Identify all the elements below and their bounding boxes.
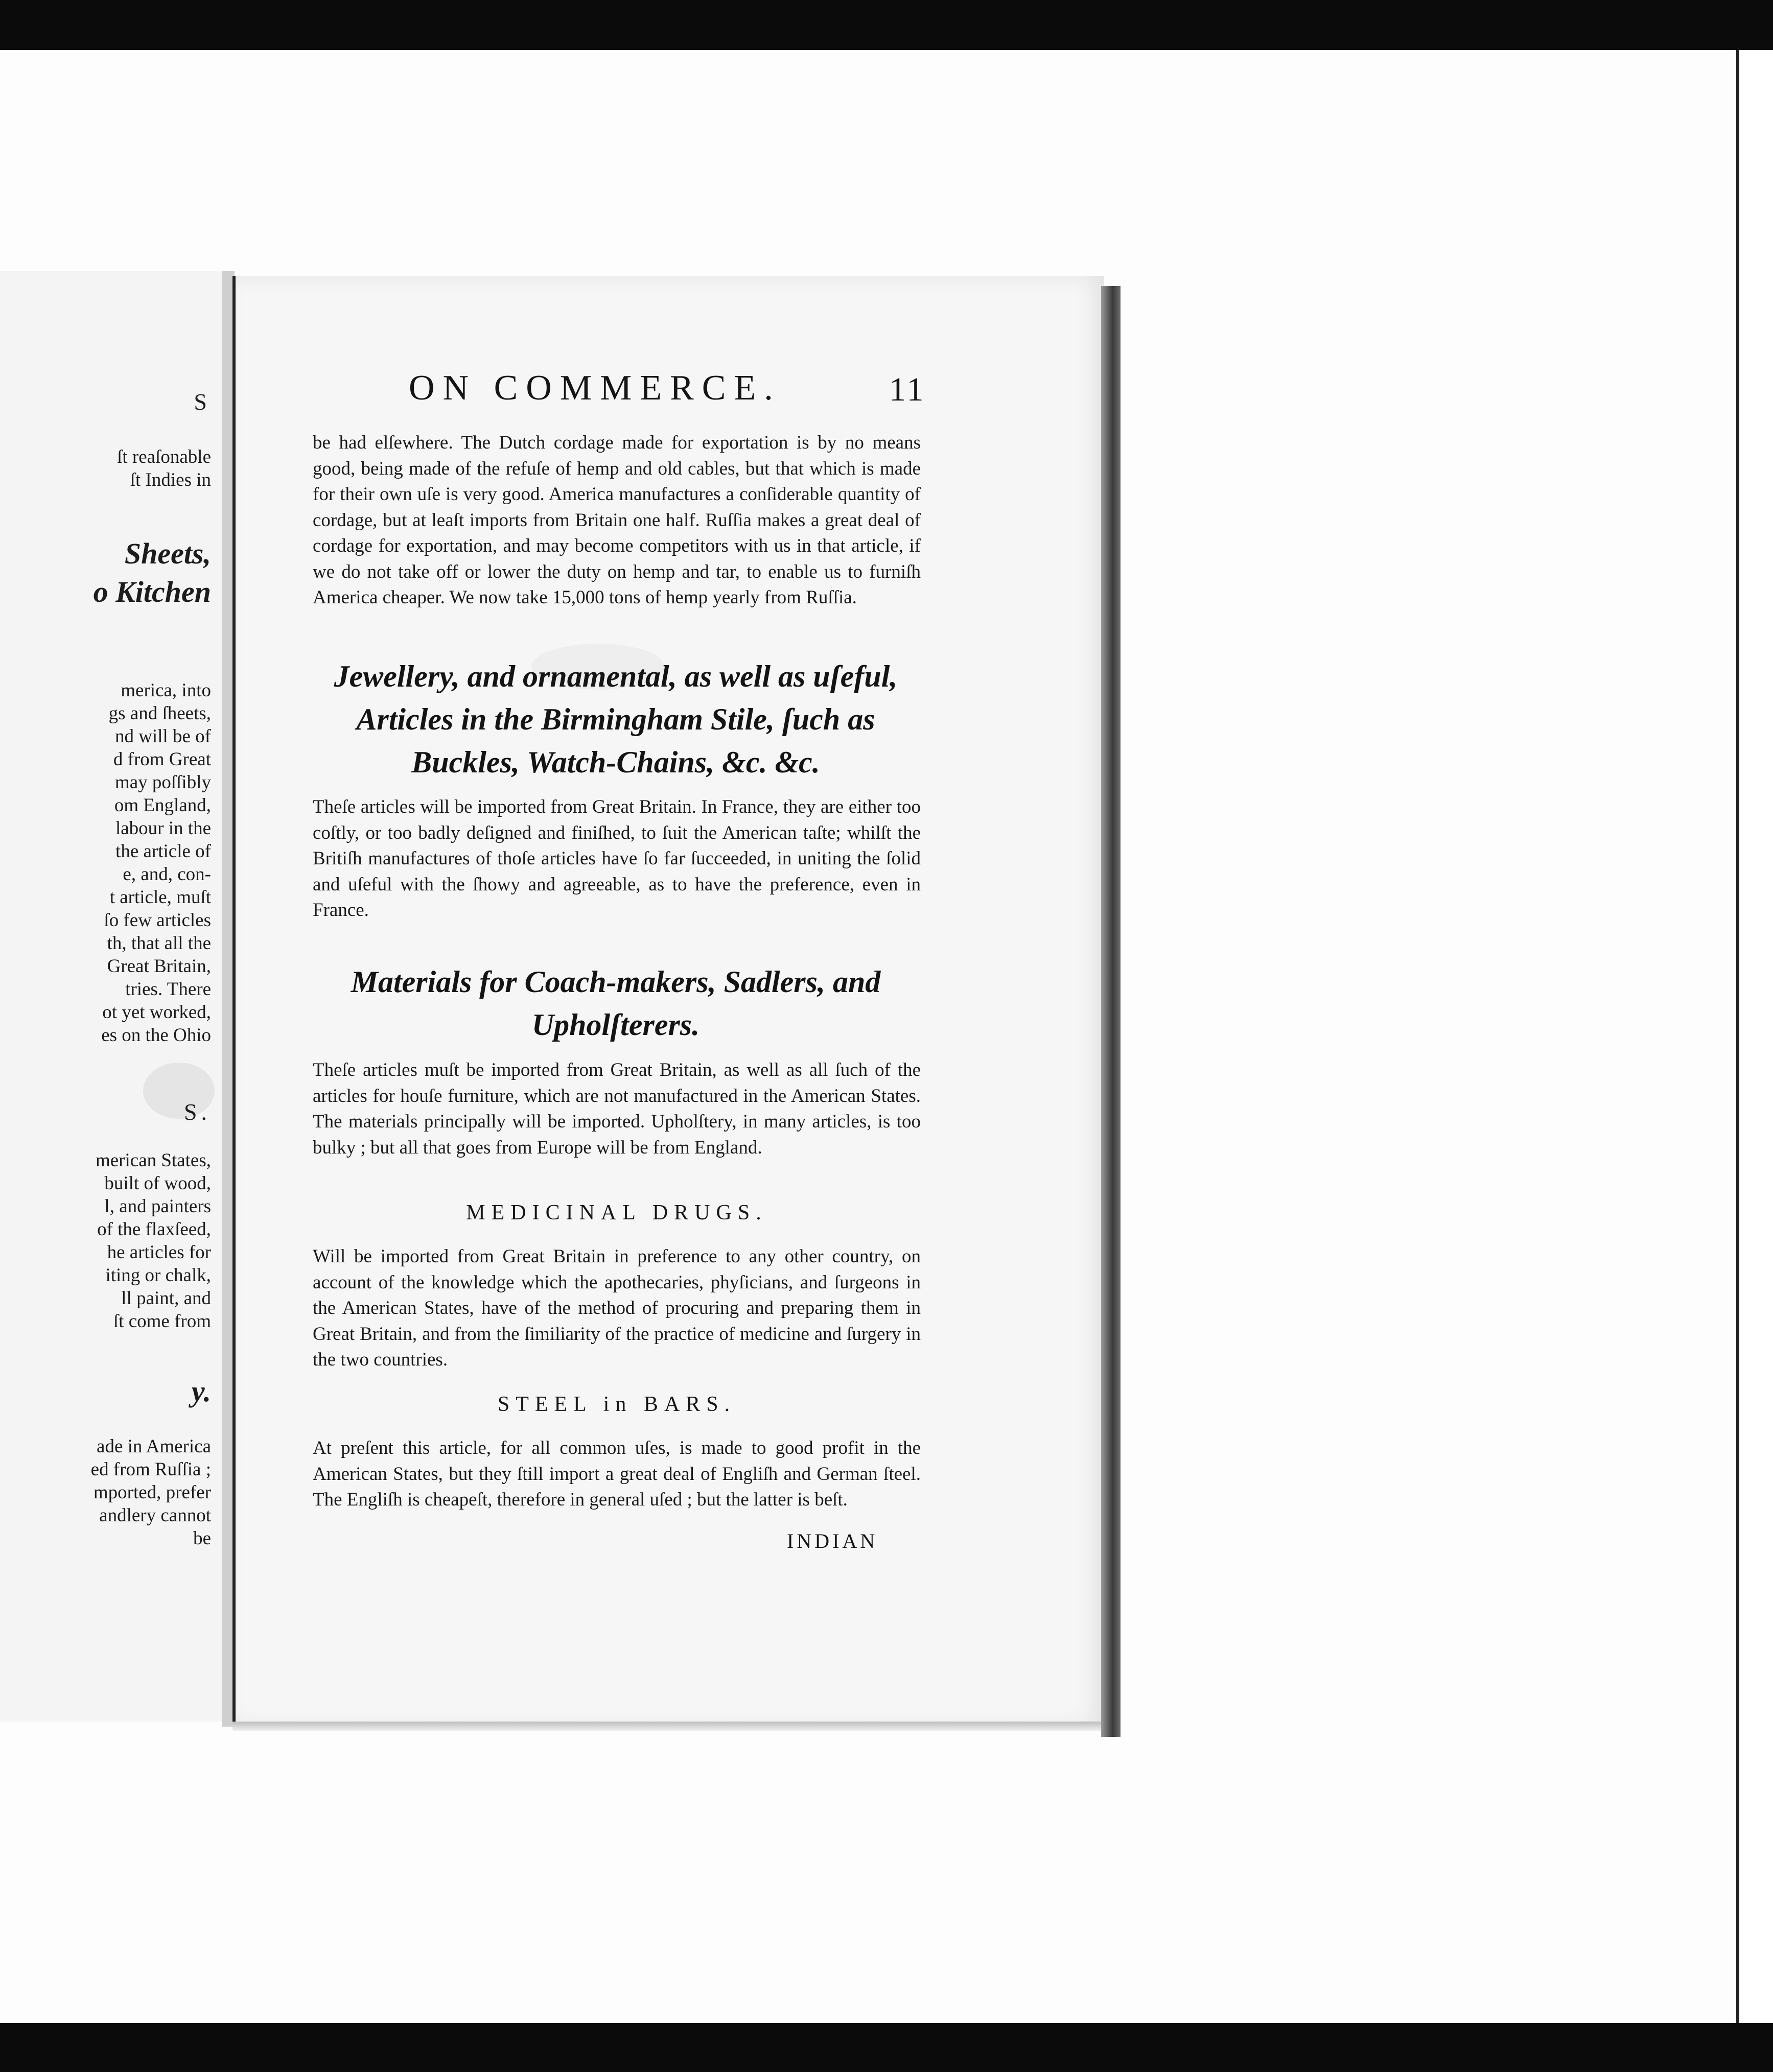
heading-steel-in-bars: STEEL in BARS. <box>497 1393 736 1416</box>
scan-border-top <box>0 0 1773 50</box>
left-page-line: om England, <box>114 795 211 816</box>
left-page-line: t article, muſt <box>109 887 211 908</box>
left-page-line: tries. There <box>125 979 211 1000</box>
left-page-line: the article of <box>115 841 211 862</box>
catchword: INDIAN <box>787 1529 878 1552</box>
left-page-line: may poſſibly <box>114 772 211 793</box>
left-page-line: gs and ſheets, <box>108 703 211 724</box>
left-page-line: iting or chalk, <box>105 1265 211 1286</box>
heading-line: Upholſterers. <box>531 1008 700 1042</box>
page-edge-shadow <box>1101 286 1121 1737</box>
left-page-line: ade in America <box>97 1436 211 1457</box>
scan-border-bottom <box>0 2023 1773 2072</box>
left-page-line: ſo few articles <box>104 910 211 931</box>
heading-jewellery <box>307 655 925 784</box>
left-page-line: ſt come from <box>113 1311 211 1332</box>
left-page-line: S <box>194 389 211 415</box>
scan-smudge <box>143 1063 215 1119</box>
left-page-line: mported, prefer <box>93 1482 211 1503</box>
left-page-line: ſt reaſonable <box>117 446 211 467</box>
left-page-line: es on the Ohio <box>101 1025 211 1046</box>
left-page-line: nd will be of <box>114 726 211 747</box>
paragraph-jewellery: Theſe articles will be imported from Great Britain. In France, they are either too coſtly, or too badly deſigned and finiſhed, to ſuit the American taſte; whilſt the Britiſh manufactures of thoſe articles have ſo far ſucceeded, in uniting the ſolid and uſeful with the ſhowy and agreeable, as to have the preference, even in France. <box>313 796 921 921</box>
left-page-line: ll paint, and <box>121 1288 211 1309</box>
left-page-line: ed from Ruſſia ; <box>90 1459 211 1480</box>
heading-materials <box>307 960 925 1046</box>
left-page-line: labour in the <box>115 818 211 839</box>
left-page-line: andlery cannot <box>99 1505 211 1526</box>
left-page-line: built of wood, <box>104 1173 211 1194</box>
left-page-line: he articles for <box>107 1242 211 1263</box>
heading-medicinal-drugs: MEDICINAL DRUGS. <box>466 1201 767 1225</box>
left-page-line: Sheets, <box>124 537 211 570</box>
heading-line: Materials for Coach-makers, Sadlers, and <box>351 965 881 999</box>
paragraph-cordage: be had elſewhere. The Dutch cordage made for exportation is by no means good, being made of the refuſe of hemp and old cables, but that which is made for their own uſe is very good. America manufactures a conſiderable quantity of cordage, but at leaſt imports from Britain one half. Ruſſia makes a great deal of cordage for exportation, and may become competitors with us in that article, if we do not take off or lower the duty on hemp and tar, to enable us to furniſh America cheaper. We now take 15,000 tons of hemp yearly from Ruſſia. <box>313 432 921 608</box>
heading-line: Buckles, Watch-Chains, &c. &c. <box>411 745 820 779</box>
running-head: ON COMMERCE. <box>409 368 781 408</box>
left-page-line: l, and painters <box>104 1196 211 1217</box>
left-page-line: th, that all the <box>107 933 211 954</box>
paragraph-medicinal-drugs: Will be imported from Great Britain in preference to any other country, on account of the knowledge which the apothecaries, phyſicians, and ſurgeons in the American States, have of the method of procuring and preparing them in Great Britain, and from the ſimiliarity of the practice of medicine and ſurgery in the two countries. <box>313 1246 921 1370</box>
left-page-line: merican States, <box>95 1150 211 1171</box>
left-page-line: merica, into <box>121 680 211 701</box>
left-page-line: Great Britain, <box>107 956 211 977</box>
left-page-line: ot yet worked, <box>102 1002 211 1023</box>
paragraph-steel: At preſent this article, for all common uſes, is made to good profit in the American States, but they ſtill import a great deal of Engliſh and German ſteel. The Engliſh is cheapeſt, therefore in general uſed ; but the latter is beſt. <box>313 1438 921 1510</box>
left-page-line: of the flaxſeed, <box>97 1219 211 1240</box>
left-page-line: d from Great <box>113 749 211 770</box>
page-bottom-shadow <box>232 1722 1101 1731</box>
paragraph-materials: Theſe articles muſt be imported from Great Britain, as well as all ſuch of the articles for houſe furniture, which are not manufactured in the American States. The materials principally will be imported. Upholſtery, in many articles, is too bulky ; but all that goes from Europe will be from England. <box>313 1059 921 1158</box>
left-page-line: ſt Indies in <box>130 469 211 490</box>
heading-line: Articles in the Birmingham Stile, ſuch as <box>356 702 875 736</box>
previous-page-fragment <box>0 271 227 1722</box>
left-page-line: be <box>193 1528 211 1549</box>
page-number: 11 <box>889 371 926 408</box>
left-page-line: o Kitchen <box>93 575 211 608</box>
left-page-line: S. <box>183 1099 211 1125</box>
heading-line: Jewellery, and ornamental, as well as uſeful, <box>334 660 898 693</box>
left-page-line: e, and, con- <box>123 864 211 885</box>
left-page-line: y. <box>191 1375 211 1408</box>
scan-border-right <box>1736 50 1773 2023</box>
